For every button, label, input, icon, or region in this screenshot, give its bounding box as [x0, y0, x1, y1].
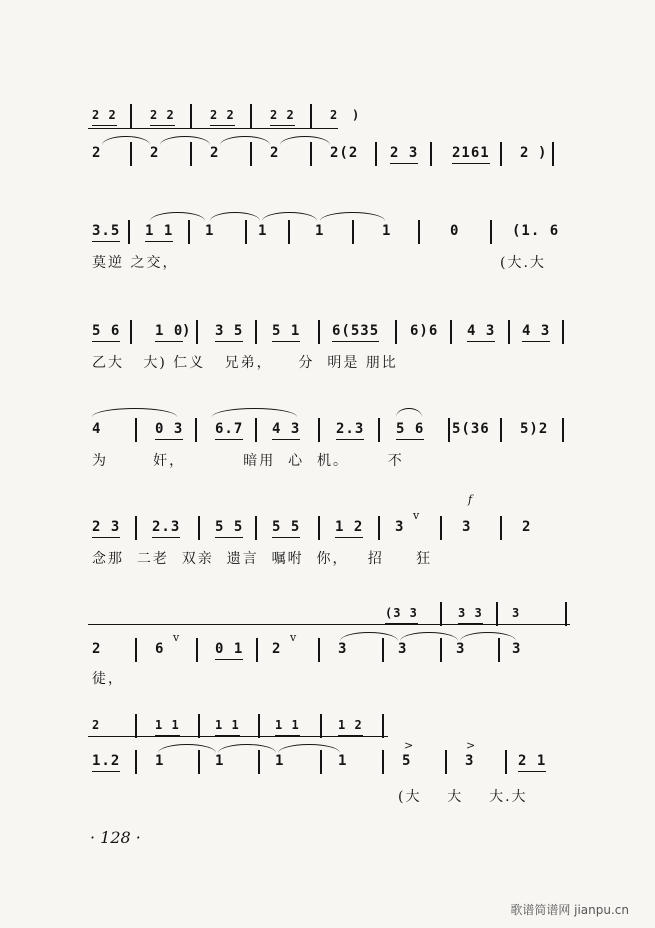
page-number: · 128 ·	[90, 828, 141, 847]
note-token: 3	[456, 641, 466, 657]
notes-row	[0, 222, 655, 246]
barline	[318, 516, 320, 540]
barline	[190, 142, 192, 166]
upper-row	[0, 604, 655, 628]
barline	[445, 750, 447, 774]
note-token: 6	[155, 641, 165, 657]
note-token: )	[538, 145, 548, 161]
notes-row	[0, 518, 655, 542]
note-token: 3	[512, 606, 521, 620]
note-token: 1 2	[338, 718, 363, 732]
barline	[130, 320, 132, 344]
note-token: 2	[522, 519, 532, 535]
note-token: 1	[155, 753, 165, 769]
expression-mark: v	[413, 509, 420, 522]
barline	[130, 104, 132, 128]
slur	[340, 632, 398, 641]
barline	[250, 104, 252, 128]
note-token: 2 1	[518, 753, 547, 769]
note-token: 2	[270, 145, 280, 161]
slur	[320, 212, 385, 221]
note-token: 3	[462, 519, 472, 535]
expression-mark: v	[173, 631, 180, 644]
barline	[500, 516, 502, 540]
barline	[498, 638, 500, 662]
barline	[196, 638, 198, 662]
lyric-text: 为 奸， 暗用 心 机。 不	[92, 453, 404, 469]
upper-row	[0, 106, 655, 130]
barline	[255, 418, 257, 442]
barline	[256, 638, 258, 662]
lower-row	[0, 752, 655, 776]
slur	[396, 408, 422, 417]
note-token: 5 6	[396, 421, 425, 437]
note-token: 2	[520, 145, 530, 161]
barline	[198, 714, 200, 738]
barline	[378, 418, 380, 442]
note-token: 1	[315, 223, 325, 239]
note-token: 5 1	[272, 323, 301, 339]
barline	[382, 714, 384, 738]
note-token: 2 2	[270, 108, 295, 122]
expression-mark: f	[468, 493, 473, 506]
note-token: 3 5	[215, 323, 244, 339]
barline	[375, 142, 377, 166]
notes-row	[0, 420, 655, 444]
note-token: )	[182, 323, 192, 339]
slur	[92, 408, 177, 417]
note-token: 4	[92, 421, 102, 437]
note-token: 1	[258, 223, 268, 239]
barline	[505, 750, 507, 774]
note-token: 2	[210, 145, 220, 161]
note-token: 1 1	[215, 718, 240, 732]
slur	[210, 212, 260, 221]
note-token: 1 1	[145, 223, 174, 239]
barline	[562, 320, 564, 344]
barline	[190, 104, 192, 128]
barline	[450, 320, 452, 344]
note-token: 1	[215, 753, 225, 769]
note-token: 5 6	[92, 323, 121, 339]
barline	[395, 320, 397, 344]
lower-row	[0, 640, 655, 664]
barline	[245, 220, 247, 244]
note-token: )	[352, 108, 361, 122]
note-token: 6(535	[332, 323, 380, 339]
note-token: 5 5	[215, 519, 244, 535]
slur	[102, 136, 150, 145]
note-token: 2 3	[92, 519, 121, 535]
note-token: 1	[338, 753, 348, 769]
note-token: 2	[272, 641, 282, 657]
note-token: 0	[450, 223, 460, 239]
barline	[135, 714, 137, 738]
note-token: 0 1	[215, 641, 244, 657]
note-token: 3	[395, 519, 405, 535]
barline	[440, 516, 442, 540]
barline	[250, 142, 252, 166]
note-token: 1.2	[92, 753, 121, 769]
note-token: 2161	[452, 145, 490, 161]
barline	[320, 750, 322, 774]
barline	[552, 142, 554, 166]
notes-row	[0, 322, 655, 346]
barline	[430, 142, 432, 166]
barline	[378, 516, 380, 540]
note-token: 2	[92, 718, 101, 732]
note-token: 2.3	[152, 519, 181, 535]
slur	[160, 136, 210, 145]
barline	[440, 638, 442, 662]
barline	[128, 220, 130, 244]
barline	[258, 750, 260, 774]
barline	[352, 220, 354, 244]
note-token: 3	[398, 641, 408, 657]
barline	[198, 516, 200, 540]
note-token: 3	[338, 641, 348, 657]
upper-row	[0, 716, 655, 740]
note-token: 2 2	[150, 108, 175, 122]
barline	[130, 142, 132, 166]
note-token: 5	[402, 753, 412, 769]
barline	[562, 418, 564, 442]
note-token: 1	[205, 223, 215, 239]
note-token: 1 0	[155, 323, 184, 339]
note-token: (3 3	[385, 606, 418, 620]
barline	[196, 320, 198, 344]
note-token: 1 2	[335, 519, 364, 535]
barline	[255, 516, 257, 540]
note-token: 5(36	[452, 421, 490, 437]
note-token: 1 1	[155, 718, 180, 732]
barline	[448, 418, 450, 442]
lower-row	[0, 144, 655, 168]
slur	[218, 744, 276, 753]
note-token: 1 1	[275, 718, 300, 732]
note-token: 4 3	[467, 323, 496, 339]
note-token: 1	[382, 223, 392, 239]
barline	[490, 220, 492, 244]
note-token: 3	[512, 641, 522, 657]
note-token: 5 5	[272, 519, 301, 535]
note-token: 2	[150, 145, 160, 161]
note-token: 5)2	[520, 421, 549, 437]
note-token: 4 3	[522, 323, 551, 339]
note-token: 3.5	[92, 223, 121, 239]
slur	[212, 408, 297, 417]
lyric-text: (大 大 大.大	[398, 789, 528, 805]
note-token: 6.7	[215, 421, 244, 437]
barline	[258, 714, 260, 738]
lyric-text: (大.大	[500, 255, 546, 271]
slur	[262, 212, 317, 221]
expression-mark: v	[290, 631, 297, 644]
slur	[280, 136, 330, 145]
slur	[150, 212, 205, 221]
watermark: 歌谱简谱网 jianpu.cn	[510, 903, 629, 917]
lyric-text: 念那 二老 双亲 遗言 嘱咐 你， 招 狂	[92, 551, 433, 567]
lyric-text: 徒，	[92, 671, 124, 687]
note-token: (1. 6	[512, 223, 560, 239]
barline	[440, 602, 442, 626]
barline	[508, 320, 510, 344]
barline	[382, 750, 384, 774]
barline	[188, 220, 190, 244]
slur	[400, 632, 458, 641]
barline	[310, 142, 312, 166]
barline	[418, 220, 420, 244]
slur	[460, 632, 516, 641]
note-token: 3 3	[458, 606, 483, 620]
note-token: 1	[275, 753, 285, 769]
lyric-text: 乙大 大) 仁义 兄弟， 分 明是 朋比	[92, 355, 398, 371]
barline	[318, 418, 320, 442]
barline	[135, 418, 137, 442]
note-token: 2 2	[210, 108, 235, 122]
note-token: 3	[465, 753, 475, 769]
expression-mark: >	[466, 739, 476, 752]
note-token: 6)6	[410, 323, 439, 339]
note-token: 2.3	[336, 421, 365, 437]
barline	[500, 142, 502, 166]
slur	[278, 744, 340, 753]
note-token: 2	[92, 145, 102, 161]
barline	[288, 220, 290, 244]
barline	[318, 638, 320, 662]
barline	[320, 714, 322, 738]
note-token: 2 3	[390, 145, 419, 161]
note-token: 0 3	[155, 421, 184, 437]
slur	[158, 744, 216, 753]
barline	[195, 418, 197, 442]
barline	[382, 638, 384, 662]
slur	[220, 136, 270, 145]
barline	[135, 638, 137, 662]
barline	[318, 320, 320, 344]
lyric-text: 莫逆 之交，	[92, 255, 179, 271]
barline	[255, 320, 257, 344]
barline	[500, 418, 502, 442]
barline	[565, 602, 567, 626]
note-token: 2(2	[330, 145, 359, 161]
expression-mark: >	[404, 739, 414, 752]
barline	[496, 602, 498, 626]
barline	[135, 516, 137, 540]
note-token: 2	[92, 641, 102, 657]
barline	[135, 750, 137, 774]
note-token: 2	[330, 108, 339, 122]
note-token: 2 2	[92, 108, 117, 122]
barline	[310, 104, 312, 128]
barline	[198, 750, 200, 774]
note-token: 4 3	[272, 421, 301, 437]
